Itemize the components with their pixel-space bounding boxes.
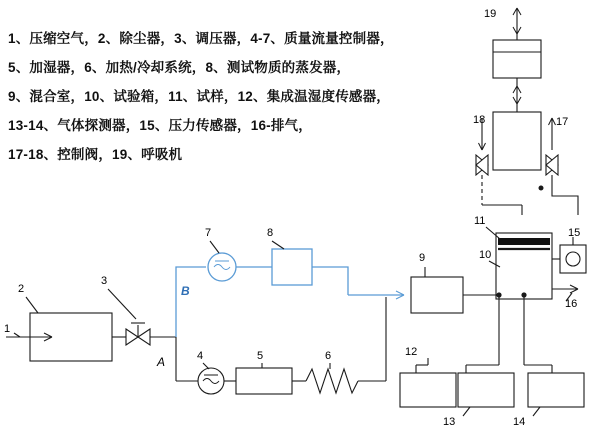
callout-2: 2 <box>18 283 25 295</box>
legend-line-5: 17-18、控制阀，19、呼吸机 <box>8 147 183 162</box>
callout-18: 18 <box>473 114 486 126</box>
legend-line-1: 1、压缩空气，2、除尘器，3、调压器，4-7、质量流量控制器， <box>8 31 394 46</box>
legend-line-3: 9、混合室，10、试验箱，11、试样，12、集成温湿度传感器， <box>8 89 391 104</box>
upper-apparatus-group <box>460 0 600 215</box>
callout-14: 14 <box>513 416 526 428</box>
callout-16: 16 <box>565 298 578 310</box>
callout-9: 9 <box>419 252 426 264</box>
callout-13: 13 <box>443 416 456 428</box>
legend-line-2: 5、加湿器，6、加热/冷却系统，8、测试物质的蒸发器， <box>8 60 351 75</box>
gas-detector-14-box <box>528 373 584 407</box>
callout-1: 1 <box>4 323 11 335</box>
callout-3: 3 <box>101 275 108 287</box>
callout-10: 10 <box>479 249 492 261</box>
gas-detector-13-box <box>458 373 514 407</box>
mixing-chamber-box <box>411 277 463 313</box>
process-flow-diagram <box>0 205 600 433</box>
callout-6: 6 <box>325 350 332 362</box>
legend-line-4: 13-14、气体探测器，15、压力传感器，16-排气， <box>8 118 312 133</box>
legend-text-block <box>8 24 478 169</box>
callout-8: 8 <box>267 227 274 239</box>
branch-b-blue-line <box>176 249 404 337</box>
sample-bar <box>498 238 550 245</box>
callout-11: 11 <box>474 215 486 227</box>
callout-12: 12 <box>405 346 418 358</box>
flow-label-a: A <box>157 355 166 369</box>
callout-19: 19 <box>484 8 497 20</box>
th-sensor-box <box>400 373 456 407</box>
callout-17: 17 <box>556 116 569 128</box>
callout-4: 4 <box>197 350 204 362</box>
diagram-svg <box>0 205 600 433</box>
callout-5: 5 <box>257 350 264 362</box>
flow-label-b: B <box>181 284 190 298</box>
callout-7: 7 <box>205 227 212 239</box>
callout-15: 15 <box>568 227 581 239</box>
